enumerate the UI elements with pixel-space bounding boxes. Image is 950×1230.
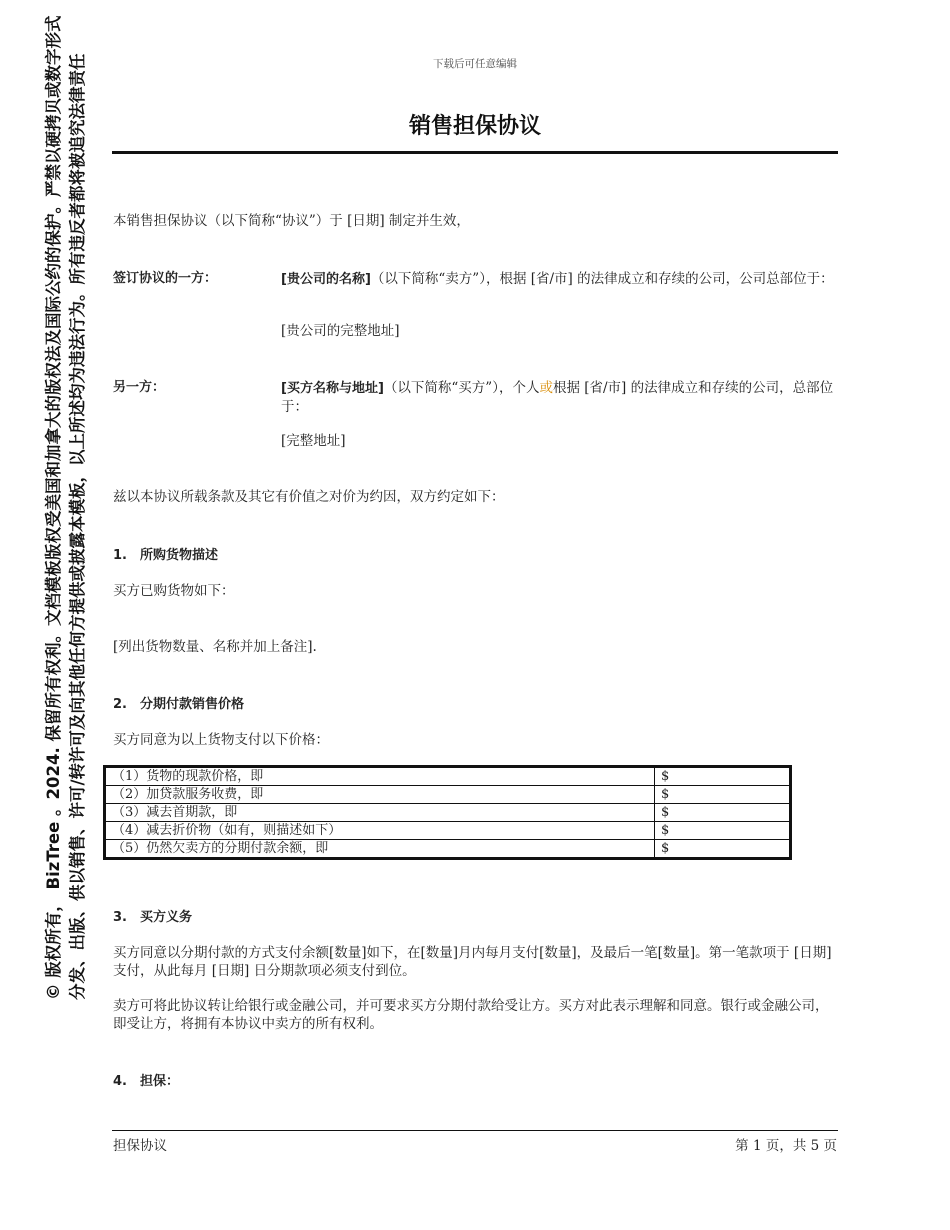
price-item: （3）减去首期款，即 bbox=[105, 804, 655, 822]
price-item: （2）加贷款服务收费，即 bbox=[105, 786, 655, 804]
section2-text: 买方同意为以上货物支付以下价格： bbox=[113, 732, 329, 748]
section1-title: 所购货物描述 bbox=[140, 548, 219, 563]
party2-name: [买方名称与地址] bbox=[281, 381, 384, 396]
table-row bbox=[105, 840, 791, 859]
table-row bbox=[105, 822, 791, 840]
party1-address: [贵公司的完整地址] bbox=[281, 323, 400, 339]
price-item: （5）仍然欠卖方的分期付款余额，即 bbox=[105, 840, 655, 859]
price-item: （4）减去折价物（如有，则描述如下） bbox=[105, 822, 655, 840]
party2-desc-or: 或 bbox=[539, 380, 553, 396]
header-note: 下载后可任意编辑 bbox=[433, 58, 517, 70]
section2-heading bbox=[113, 696, 244, 714]
price-amount: $ bbox=[655, 786, 791, 804]
party2-label: 另一方： bbox=[113, 380, 166, 395]
section1-heading bbox=[113, 547, 218, 565]
section3-paragraph-1: 买方同意以分期付款的方式支付余额[数量]如下，在[数量]月内每月支付[数量]，及最后一笔[数量]。第一笔款项于 [日期] 支付，从此每月 [日期] 日分期款项必须支付到位。 bbox=[113, 945, 832, 980]
section3-paragraph-2: 卖方可将此协议转让给银行或金融公司，并可要求买方分期付款给受让方。买方对此表示理解和同意。银行或金融公司，即受让方，将拥有本协议中卖方的所有权利。 bbox=[113, 998, 829, 1033]
price-item: （1）货物的现款价格，即 bbox=[105, 767, 655, 786]
document-title: 销售担保协议 bbox=[408, 114, 541, 139]
section1-text: 买方已购货物如下： bbox=[113, 583, 235, 599]
section3-number: 3. bbox=[113, 910, 127, 925]
party1-desc: （以下简称“卖方”），根据 [省/市] 的法律成立和存续的公司，公司总部位于： bbox=[370, 271, 834, 287]
section2-number: 2. bbox=[113, 697, 127, 712]
section1-placeholder: [列出货物数量、名称并加上备注]. bbox=[113, 639, 317, 655]
footer-page-number: 第 1 页，共 5 页 bbox=[735, 1138, 837, 1154]
section1-number: 1. bbox=[113, 548, 127, 563]
section3-heading bbox=[113, 909, 192, 927]
party1-label: 签订协议的一方： bbox=[113, 271, 218, 286]
section4-heading bbox=[113, 1073, 179, 1091]
party2-description bbox=[281, 379, 841, 416]
party2-address: [完整地址] bbox=[281, 433, 346, 449]
table-row bbox=[105, 786, 791, 804]
section4-number: 4. bbox=[113, 1074, 127, 1089]
party2-desc-a: （以下简称“买方”），个人 bbox=[383, 380, 540, 396]
footer-divider bbox=[112, 1130, 838, 1131]
party1-description bbox=[281, 270, 851, 289]
table-row bbox=[105, 804, 791, 822]
table-row bbox=[105, 767, 791, 786]
price-amount: $ bbox=[655, 822, 791, 840]
consideration-paragraph: 兹以本协议所载条款及其它有价值之对价为约因，双方约定如下： bbox=[113, 489, 505, 505]
price-amount: $ bbox=[655, 804, 791, 822]
section2-title: 分期付款销售价格 bbox=[140, 697, 245, 712]
section4-title: 担保： bbox=[140, 1074, 180, 1089]
price-amount: $ bbox=[655, 767, 791, 786]
party2-desc-b: 根据 [省/市] 的法律成立和存续的公司，总部位于： bbox=[281, 380, 834, 415]
footer-doc-name: 担保协议 bbox=[113, 1138, 167, 1154]
price-table bbox=[103, 765, 792, 860]
intro-paragraph: 本销售担保协议（以下简称“协议”）于 [日期] 制定并生效， bbox=[113, 213, 470, 229]
section3-title: 买方义务 bbox=[140, 910, 193, 925]
party1-name: [贵公司的名称] bbox=[281, 272, 371, 287]
copyright-notice: © 版权所有， BizTree 。2024. 保留所有权利。文档模板版权受美国和加拿大的版权法及国际公约的保护。严禁以硬拷贝或数字形式分发、出版、供以销售、许可/转许可及向其他任何方提供或披露本模板，以上所述均为违法行为。所有违反者都将被追究法律责任 bbox=[44, 15, 87, 1000]
title-divider bbox=[112, 151, 838, 154]
price-amount: $ bbox=[655, 840, 791, 859]
